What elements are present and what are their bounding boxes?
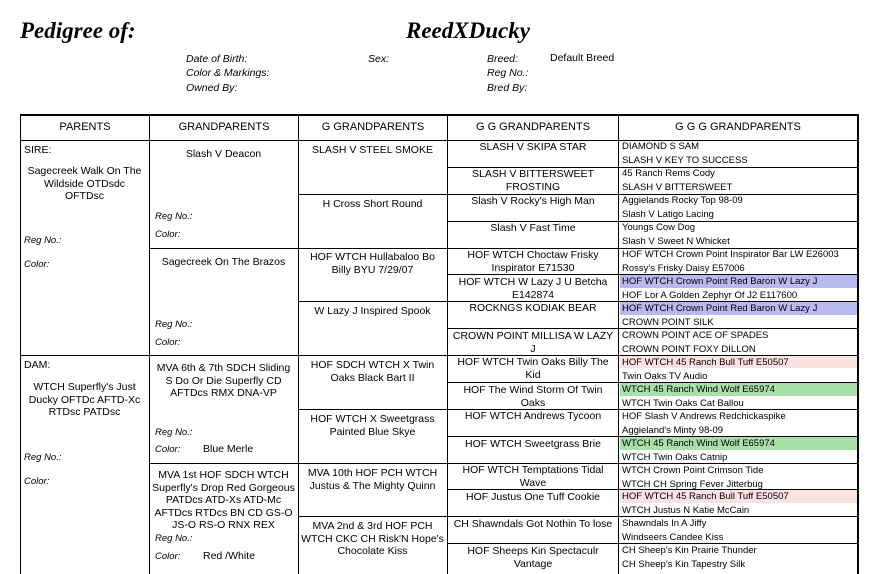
gggp-name: CROWN POINT MILLISA W LAZY J: [452, 330, 614, 355]
g4-name: Youngs Cow Dog: [622, 222, 696, 233]
dam-gp2-color: Red /White: [203, 550, 255, 562]
g4-name: Windseers Candee Kiss: [622, 532, 724, 543]
g4-name: HOF WTCH 45 Ranch Bull Tuff E50507: [622, 357, 789, 368]
g4-name: WTCH CH Spring Fever Jitterbug: [622, 479, 763, 490]
g4-name: Slash V Sweet N Whicket: [622, 236, 730, 247]
sire-gp2-name: Sagecreek On The Brazos: [161, 256, 286, 268]
gggp-name: HOF WTCH Choctaw Frisky Inspirator E71530: [467, 249, 599, 274]
gggp-name: HOF The Wind Storm Of Twin Oaks: [463, 384, 603, 409]
g4-name: Aggielands Rocky Top 98-09: [622, 195, 743, 206]
col-divider: [149, 114, 150, 574]
dam-label: DAM:: [24, 359, 51, 371]
color-label: Color:: [155, 337, 181, 348]
col-header-parents: PARENTS: [59, 121, 111, 133]
gggp-name: ROCKNGS KODIAK BEAR: [469, 302, 597, 314]
gggp-name: Slash V Fast Time: [490, 222, 576, 234]
bred-by-label: Bred By:: [487, 82, 528, 94]
sire-gp1-name: Slash V Deacon: [185, 148, 262, 160]
gggp-name: SLASH V SKIPA STAR: [479, 141, 587, 153]
g4-name: Aggieland's Minty 98-09: [622, 425, 724, 436]
g4-name: CH Sheep's Kin Prairie Thunder: [622, 545, 757, 556]
reg-label: Reg No.:: [155, 427, 193, 438]
g4-name: 45 Ranch Rems Cody: [622, 168, 715, 179]
sex-label: Sex:: [368, 53, 390, 65]
ggp-name: W Lazy J Inspired Spook: [314, 305, 431, 317]
reg-label: Reg No.:: [155, 533, 193, 544]
ggp-name: H Cross Short Round: [322, 198, 423, 210]
g4-name: CROWN POINT ACE OF SPADES: [622, 330, 769, 341]
g4-name: SLASH V KEY TO SUCCESS: [622, 155, 748, 166]
reg-no-label: Reg No.:: [487, 67, 529, 79]
g4-name: HOF WTCH Crown Point Red Baron W Lazy J: [622, 303, 818, 314]
gggp-name: HOF Sheeps Kin Spectaculr Vantage: [467, 545, 599, 570]
g4-name: Rossy's Frisky Daisy E57006: [622, 263, 745, 274]
sire-color-label: Color:: [24, 259, 50, 270]
dob-label: Date of Birth:: [186, 53, 248, 65]
g4-name: CROWN POINT FOXY DILLON: [622, 344, 756, 355]
horse-name: ReedXDucky: [406, 18, 530, 43]
col-divider: [447, 114, 448, 574]
g4-name: HOF WTCH 45 Ranch Bull Tuff E50507: [622, 491, 789, 502]
color-label: Color:: [155, 551, 181, 562]
gggp-name: CH Shawndals Got Nothin To lose: [453, 518, 613, 530]
col-divider: [618, 114, 619, 574]
color-markings-label: Color & Markings:: [186, 67, 270, 79]
g4-name: WTCH Justus N Katie McCain: [622, 505, 750, 516]
reg-label: Reg No.:: [155, 211, 193, 222]
gggp-name: HOF Justus One Tuff Cookie: [465, 491, 601, 503]
gggp-name: SLASH V BITTERSWEET FROSTING: [472, 168, 594, 193]
ggp-name: HOF SDCH WTCH X Twin Oaks Black Bart II: [310, 359, 435, 384]
ggp-name: HOF WTCH X Sweetgrass Painted Blue Skye: [310, 413, 435, 438]
g4-name: WTCH 45 Ranch Wind Wolf E65974: [622, 438, 775, 449]
gggp-name: HOF WTCH Temptations Tidal Wave: [462, 464, 604, 489]
g4-name: CROWN POINT SILK: [622, 317, 714, 328]
dam-gp2-name: MVA 1st HOF SDCH WTCH Superfly's Drop Red Gorgeous PATDcs ATD-Xs ATD-Mc AFTDcs RTDcs BN CD GS-O JS-O RS-O RNX REX: [152, 469, 295, 531]
g4-name: Twin Oaks TV Audio: [622, 371, 708, 382]
col-divider: [298, 114, 299, 574]
color-label: Color:: [155, 444, 181, 455]
g4-name: HOF WTCH Crown Point Red Baron W Lazy J: [622, 276, 818, 287]
breed-label: Breed:: [487, 53, 518, 65]
col-header-grandparents: GRANDPARENTS: [178, 121, 270, 133]
ggp-name: SLASH V STEEL SMOKE: [312, 144, 433, 156]
gggp-name: HOF WTCH W Lazy J U Betcha E142874: [458, 276, 608, 301]
g4-name: Slash V Latigo Lacing: [622, 209, 714, 220]
g4-name: WTCH Crown Point Crimson Tide: [622, 465, 764, 476]
sire-name: Sagecreek Walk On The Wildside OTDsdc OFTDsc: [27, 165, 142, 202]
g4-name: WTCH 45 Ranch Wind Wolf E65974: [622, 384, 775, 395]
gggp-name: Slash V Rocky's High Man: [471, 195, 595, 207]
g4-name: DIAMOND S SAM: [622, 141, 700, 152]
col-header-ggg-grandparents: G G G GRANDPARENTS: [675, 121, 801, 133]
g4-name: HOF Lor A Golden Zephyr Of J2 E117600: [622, 290, 798, 301]
g4-name: HOF WTCH Crown Point Inspirator Bar LW E26003: [622, 249, 839, 260]
gggp-name: HOF WTCH Twin Oaks Billy The Kid: [457, 356, 609, 381]
sire-label: SIRE:: [24, 144, 52, 156]
gggp-name: HOF WTCH Sweetgrass Brie: [465, 438, 601, 450]
sire-reg-label: Reg No.:: [24, 235, 62, 246]
g4-name: SLASH V BITTERSWEET: [622, 182, 733, 193]
dam-gp1-name: MVA 6th & 7th SDCH Sliding S Do Or Die Superfly CD AFTDcs RMX DNA-VP: [156, 362, 291, 399]
dam-reg-label: Reg No.:: [24, 452, 62, 463]
g4-name: WTCH Twin Oaks Cat Ballou: [622, 398, 744, 409]
color-label: Color:: [155, 229, 181, 240]
dam-gp1-color: Blue Merle: [203, 443, 254, 455]
ggp-name: MVA 2nd & 3rd HOF PCH WTCH CKC CH Risk'N Hope's Chocolate Kiss: [301, 520, 444, 557]
g4-name: CH Sheep's Kin Tapestry Silk: [622, 559, 746, 570]
dam-name: WTCH Superfly's Just Ducky OFTDc AFTD-Xc RTDsc PATDsc: [28, 381, 141, 418]
dam-color-label: Color:: [24, 476, 50, 487]
pedigree-label: Pedigree of:: [20, 18, 136, 43]
g4-name: WTCH Twin Oaks Catnip: [622, 452, 728, 463]
g4-name: HOF Slash V Andrews Redchickaspike: [622, 411, 786, 422]
gggp-name: HOF WTCH Andrews Tycoon: [464, 410, 602, 422]
col-header-g-grandparents: G GRANDPARENTS: [321, 121, 425, 133]
ggp-name: HOF WTCH Hullabaloo Bo Billy BYU 7/29/07: [310, 251, 435, 276]
col-header-gg-grandparents: G G GRANDPARENTS: [475, 121, 591, 133]
table-border-left: [20, 114, 21, 574]
breed-value: Default Breed: [550, 52, 615, 64]
ggp-name: MVA 10th HOF PCH WTCH Justus & The Mighty Quinn: [307, 467, 438, 492]
g4-name: Shawndals In A Jiffy: [622, 518, 707, 529]
table-border-right: [857, 114, 859, 574]
reg-label: Reg No.:: [155, 319, 193, 330]
owned-by-label: Owned By:: [186, 82, 238, 94]
